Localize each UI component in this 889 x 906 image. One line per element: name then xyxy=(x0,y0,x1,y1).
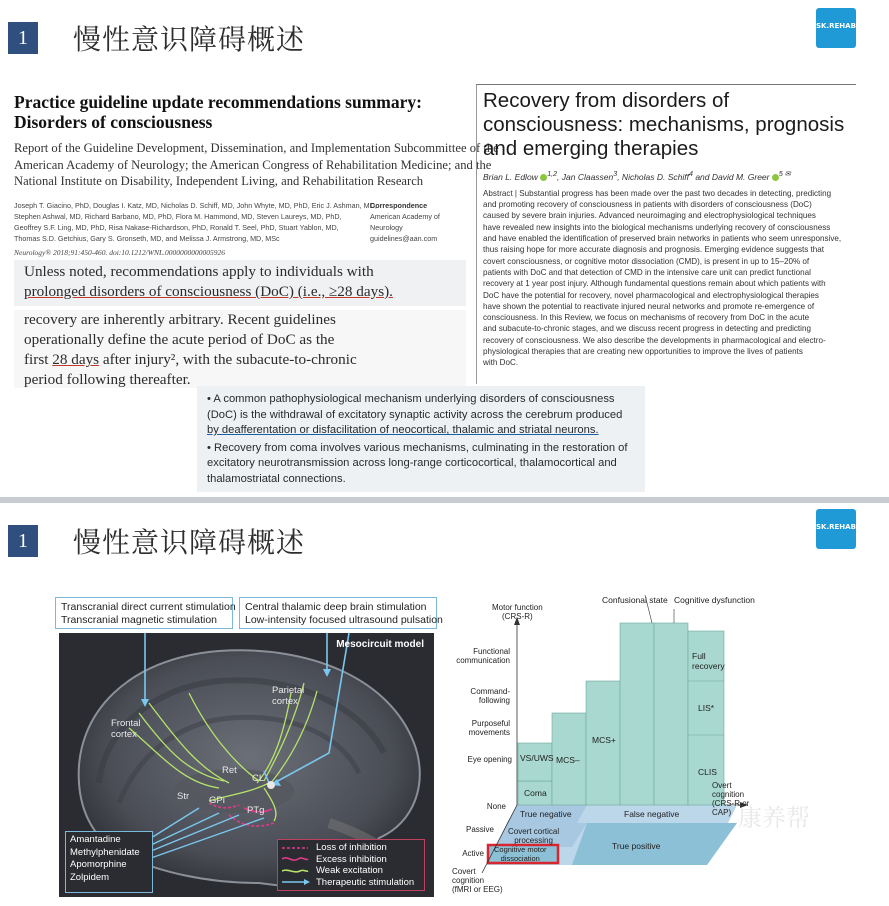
mesocircuit-title: Mesocircuit model xyxy=(336,639,424,650)
quote-line: operationally define the acute period of DoC as the xyxy=(24,331,335,348)
guideline-title xyxy=(14,92,466,132)
key-point-line: thalamostriatal connections. xyxy=(207,472,346,485)
legend-label: Loss of inhibition xyxy=(316,842,387,853)
slide-number-badge: 1 xyxy=(8,525,38,557)
review-title-line: consciousness: mechanisms, prognosis xyxy=(483,113,845,136)
quote-fragment: first xyxy=(24,351,53,368)
guideline-title-line: Practice guideline update recommendations summary: xyxy=(14,92,422,112)
legend-item xyxy=(282,842,420,854)
bar-label-coma: Coma xyxy=(524,788,547,798)
mesocircuit-legend xyxy=(277,839,425,891)
author-line: Geoffrey S.F. Ling, MD, PhD, Risa Nakase-Richardson, PhD, Ronald T. Seel, PhD, Stuart Yablon, MD, xyxy=(14,222,339,232)
brain-mri-panel xyxy=(59,633,434,897)
author-line: Stephen Ashwal, MD, Richard Barbano, MD, PhD, Flora M. Hammond, MD, Steven Laureys, MD, PhD, xyxy=(14,211,342,221)
abstract-line: Abstract | Substantial progress has been made over the past two decades in detecting, predicting xyxy=(483,188,832,198)
guideline-authors xyxy=(14,200,377,244)
quote-line: Unless noted, recommendations apply to individuals with xyxy=(24,263,374,280)
deep-stimulation-box xyxy=(239,597,443,629)
floor-label-covert-processing: Covert cortical processing xyxy=(508,827,560,845)
review-title-line: and emerging therapies xyxy=(483,137,699,160)
therapy-label: Central thalamic deep brain stimulation xyxy=(245,601,427,613)
key-point-2 xyxy=(207,441,637,488)
drug-label: Amantadine xyxy=(70,834,121,845)
bar-label-clis: CLIS xyxy=(698,767,717,777)
slide-title: 慢性意识障碍概述 xyxy=(73,23,306,56)
label-parietal-cortex: Parietal cortex xyxy=(272,685,305,707)
orcid-icon xyxy=(772,174,779,181)
guideline-paper-header xyxy=(14,92,499,257)
guideline-organizations xyxy=(14,140,499,190)
guideline-citation: Neurology® 2018;91:450-460. doi:10.1212/WNL.0000000000005926 xyxy=(14,247,226,257)
floor-label-cmd: Cognitive motor dissociation xyxy=(494,845,547,863)
affiliation-sup: 3 xyxy=(613,170,618,178)
slide-title: 慢性意识障碍概述 xyxy=(73,526,306,559)
noninvasive-stimulation-box xyxy=(55,597,236,629)
legend-label: Excess inhibition xyxy=(316,853,387,865)
y-axis-title: Motor function (CRS-R) xyxy=(492,603,543,621)
affiliation-sup: 4 xyxy=(689,170,693,178)
abstract-line: and subacute-to-chronic stages, and we discuss recent progress in detecting and predicting xyxy=(483,324,811,334)
abstract-line: have revealed new insights into the biological mechanisms underlying recovery of consciousness xyxy=(483,222,831,232)
y-label-eye-opening: Eye opening xyxy=(467,755,512,764)
quote-fragment-underlined: 28 days xyxy=(52,351,100,368)
abstract-line: physiological therapies that are creating new opportunities to improve the lives of patients xyxy=(483,346,803,356)
org-line: American Academy of Neurology; the American Congress of Rehabilitation Medicine; and the xyxy=(14,157,492,172)
doc-spectrum-diagram xyxy=(452,595,762,901)
key-point-1 xyxy=(207,392,637,439)
review-title xyxy=(483,89,856,161)
abstract-line: DoC have the potential for recovery, novel pharmacological and electrophysiological therapies xyxy=(483,290,819,300)
quote-prolonged-doc xyxy=(14,260,466,306)
correspondence-block xyxy=(370,200,440,244)
drug-label: Zolpidem xyxy=(70,871,110,883)
abstract-line: patients with DoC and that detection of CMD in the intensive care unit can predict functional xyxy=(483,267,811,277)
bar-confusional-2 xyxy=(654,623,688,805)
key-point-line: • Recovery from coma involves various mechanisms, culminating in the restoration of xyxy=(207,441,628,454)
floor-label-true-negative: True negative xyxy=(520,809,572,819)
abstract-line: and promoting recovery of consciousness in patients with disorders of consciousness (DoC) xyxy=(483,200,812,210)
abstract-line: with DoC. xyxy=(483,358,519,368)
key-point-line: excitatory neurotransmission across long-range corticocortical, thalamocortical and xyxy=(207,457,617,469)
legend-label: Weak excitation xyxy=(316,865,383,876)
label-frontal-cortex: Frontal cortex xyxy=(111,718,141,740)
quote-fragment: after injury², with the subacute-to-chronic xyxy=(99,351,357,368)
dashed-red-line-icon xyxy=(282,844,312,852)
label-ret: Ret xyxy=(222,765,237,776)
brand-logo: SK.REHAB. xyxy=(816,509,856,549)
org-line: National Institute on Disability, Independent Living, and Rehabilitation Research xyxy=(14,174,424,188)
quote-line xyxy=(24,350,456,370)
author-line: Joseph T. Giacino, PhD, Douglas I. Katz, MD, Nicholas D. Schiff, MD, John Whyte, MD, PhD, Eric J. Ashman, MD, xyxy=(14,200,377,210)
author-name: Brian L. Edlow xyxy=(483,171,538,182)
abstract-line: caused by severe brain injuries. Advanced neuroimaging and electrophysiological techniques xyxy=(483,211,816,221)
y-label-passive: Passive xyxy=(465,825,494,834)
abstract-line: recovery at 1 year post injury. Although fundamental questions remain about which patients with xyxy=(483,279,826,289)
correspondence-line: American Academy of xyxy=(370,211,440,221)
key-point-line: • A common pathophysiological mechanism underlying disorders of consciousness xyxy=(207,393,615,405)
legend-item xyxy=(282,854,420,866)
author-name: , Nicholas D. Schiff xyxy=(617,171,690,182)
abstract-line: and have enabled the identification of preserved brain networks in patients who seem unresponsive, xyxy=(483,234,842,244)
abstract-line: recovery of consciousness. We also describe the developments in pharmacological and electro- xyxy=(483,335,826,345)
slide-2 xyxy=(0,503,889,906)
x-axis-overt-cognition: Overt cognition (CRS-R or CAP) xyxy=(712,781,750,817)
abstract-line: consciousness. In this Review, we focus on mechanisms of recovery from DoC in the acute xyxy=(483,313,810,323)
affiliation-sup: 5 ✉ xyxy=(778,170,791,178)
correspondence-heading: Correspondence xyxy=(370,200,428,210)
floor-label-false-negative: False negative xyxy=(624,809,680,819)
y-label-purposeful-movements: Purposeful movements xyxy=(468,719,510,737)
key-point-line: by deafferentation or disfacilitation of neocortical, thalamic and striatal neurons. xyxy=(207,424,599,436)
correspondence-line: Neurology xyxy=(370,222,403,232)
label-cognitive-dysfunction: Cognitive dysfunction xyxy=(674,595,755,605)
bar-confusional-1 xyxy=(620,623,654,805)
quote-line: recovery are inherently arbitrary. Recent guidelines xyxy=(24,311,336,328)
author-name: and David M. Greer xyxy=(692,171,770,182)
correspondence-email: guidelines@aan.com xyxy=(370,233,438,243)
drug-label: Methylphenidate xyxy=(70,846,140,858)
therapy-label: Low-intensity focused ultrasound pulsation xyxy=(245,614,443,626)
quote-line-underlined: prolonged disorders of consciousness (DoC) (i.e., ≥28 days). xyxy=(24,283,393,300)
blue-arrow-icon xyxy=(282,878,312,886)
brand-logo: SK.REHAB. xyxy=(816,8,856,48)
therapy-label: Transcranial magnetic stimulation xyxy=(61,614,218,626)
bar-label-vs-uws: VS/UWS xyxy=(520,753,554,763)
y-label-active: Active xyxy=(462,849,484,858)
legend-item xyxy=(282,865,420,877)
bar-label-lis: LIS* xyxy=(698,703,715,713)
therapy-label: Transcranial direct current stimulation xyxy=(61,601,236,613)
pharmacology-box xyxy=(65,831,153,893)
review-authors xyxy=(483,169,856,182)
author-line: Thomas S.D. Getchius, Gary S. Gronseth, MD, and Melissa J. Armstrong, MD, MSc xyxy=(14,233,280,243)
y-label-functional-communication: Functional communication xyxy=(456,647,510,665)
org-line: Report of the Guideline Development, Dissemination, and Implementation Subcommittee of the xyxy=(14,141,499,155)
bar-label-mcs-plus: MCS+ xyxy=(592,735,616,745)
quote-acute-period xyxy=(14,310,466,388)
label-confusional-state: Confusional state xyxy=(602,595,668,605)
floor-label-true-positive: True positive xyxy=(612,841,661,851)
mesocircuit-figure xyxy=(55,597,443,899)
key-points-box xyxy=(197,386,645,492)
review-paper-header xyxy=(476,84,856,384)
label-gpi: GPi xyxy=(209,795,225,806)
legend-item xyxy=(282,877,420,889)
review-title-line: Recovery from disorders of xyxy=(483,89,730,112)
abstract-line: covert consciousness, or cognitive motor dissociation (CMD), is present in up to 15–20% of xyxy=(483,256,810,266)
abstract-line: have shown the potential to reactivate injured neural networks and promote re-emergence of xyxy=(483,301,815,311)
green-line-icon xyxy=(282,867,312,875)
review-abstract xyxy=(483,188,858,369)
label-cl: CL xyxy=(252,773,265,784)
axis-covert-cognition: Covert cognition (fMRI or EEG) xyxy=(452,867,503,894)
guideline-title-line: Disorders of consciousness xyxy=(14,112,213,132)
affiliation-sup: 1,2 xyxy=(547,170,558,178)
label-ptg: PTg xyxy=(247,805,265,816)
quote-line: period following thereafter. xyxy=(24,371,191,388)
drug-label: Apomorphine xyxy=(70,859,127,871)
watermark: 康养帮 xyxy=(738,804,810,832)
abstract-line: thus raising hope for more accurate diagnosis and prognosis. Emerging evidence suggests that xyxy=(483,245,825,255)
author-name: , Jan Claassen xyxy=(557,171,614,182)
solid-red-line-icon xyxy=(282,855,312,863)
y-label-command-following: Command- following xyxy=(470,687,510,705)
label-str: Str xyxy=(177,791,190,802)
legend-label: Therapeutic stimulation xyxy=(316,876,415,888)
y-label-none: None xyxy=(486,802,506,811)
slide-number-badge: 1 xyxy=(8,22,38,54)
bar-label-full-recovery: Full recovery xyxy=(692,651,725,671)
bar-label-mcs-minus: MCS– xyxy=(556,755,580,765)
key-point-line: (DoC) is the withdrawal of excitatory synaptic activity across the cerebrum produced xyxy=(207,408,623,421)
